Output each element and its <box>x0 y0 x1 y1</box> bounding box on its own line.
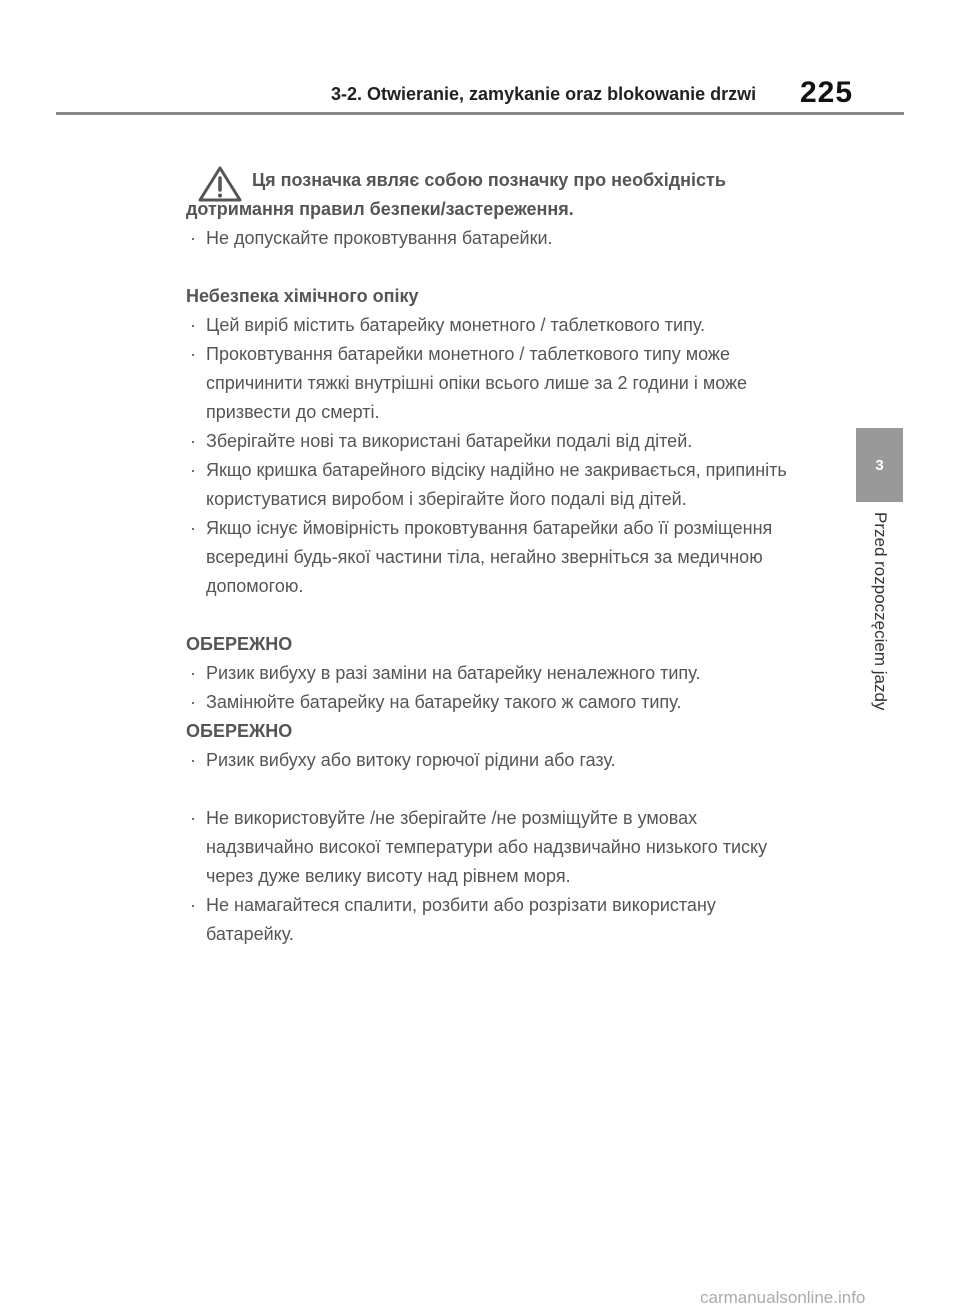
chapter-number: 3 <box>875 456 884 474</box>
list-item: · Не використовуйте /не зберігайте /не розміщуйте в умовах надзвичайно високої температури або надзвичайно низького тиску через дуже велику висоту над рівнем моря. <box>186 804 801 891</box>
spacer <box>186 775 801 804</box>
warning-heading-line1: Ця позначка являє собою позначку про необхідність <box>252 170 726 190</box>
list-item: · Замінюйте батарейку на батарейку такого ж самого типу. <box>186 688 801 717</box>
section-title: 3-2. Otwieranie, zamykanie oraz blokowanie drzwi <box>331 84 757 104</box>
header-divider <box>56 112 904 115</box>
page-number: 225 <box>800 76 854 109</box>
caution-heading: ОБЕРЕЖНО <box>186 634 293 654</box>
page-content <box>186 166 801 949</box>
spacer <box>186 253 801 282</box>
list-item: · Цей виріб містить батарейку монетного / таблеткового типу. <box>186 311 801 340</box>
list-item: · Проковтування батарейки монетного / таблеткового типу може спричинити тяжкі внутрішні опіки всього лише за 2 години і може призвести до смерті. <box>186 340 801 427</box>
chapter-tab <box>856 428 903 502</box>
list-item: · Якщо існує ймовірність проковтування батарейки або її розміщення всередині будь-якої частини тіла, негайно зверніться за медичною допомогою. <box>186 514 801 601</box>
warning-heading <box>186 166 801 195</box>
list-item: · Не допускайте проковтування батарейки. <box>186 224 801 253</box>
list-item: · Не намагайтеся спалити, розбити або розрізати використану батарейку. <box>186 891 801 949</box>
list-item: · Зберігайте нові та використані батарейки подалі від дітей. <box>186 427 801 456</box>
chemical-burn-heading: Небезпека хімічного опіку <box>186 286 419 306</box>
warning-heading-line2: дотримання правил безпеки/застереження. <box>186 199 574 219</box>
list-item: · Ризик вибуху або витоку горючої рідини або газу. <box>186 746 801 775</box>
warning-triangle-icon <box>198 166 242 211</box>
copyright-watermark: carmanualsonline.info <box>700 1288 866 1307</box>
chapter-label: Przed rozpoczęciem jazdy <box>871 512 890 711</box>
list-item: · Якщо кришка батарейного відсіку надійно не закривається, припиніть користуватися виробом і зберігайте його подалі від дітей. <box>186 456 801 514</box>
list-item: · Ризик вибуху в разі заміни на батарейку неналежного типу. <box>186 659 801 688</box>
spacer <box>186 601 801 630</box>
caution-heading: ОБЕРЕЖНО <box>186 721 293 741</box>
